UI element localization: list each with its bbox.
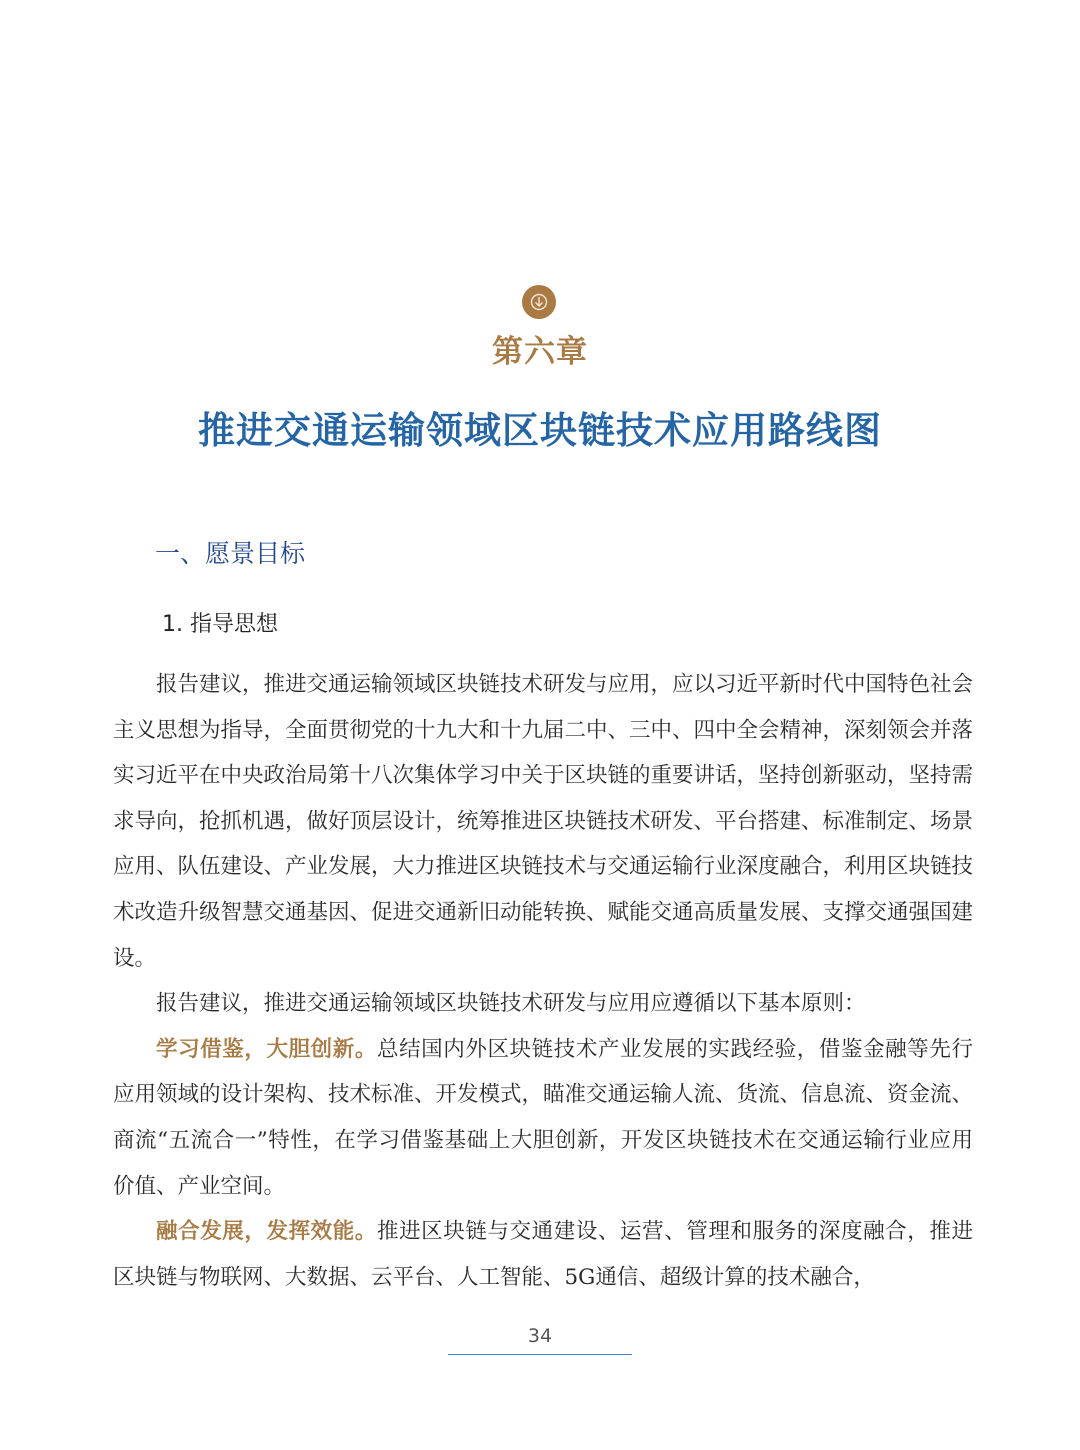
principle-lead: 融合发展，发挥效能。: [156, 1219, 377, 1245]
page-number: 34: [527, 1325, 553, 1347]
subsection-heading: 1. 指导思想: [162, 612, 278, 637]
principle-integrate-develop: [113, 1209, 973, 1300]
principle-lead: 学习借鉴，大胆创新。: [156, 1036, 377, 1062]
down-arrow-glyph: [529, 292, 549, 312]
principle-text: 推进区块链与交通建设、运营、管理和服务的深度融合，推进区块链与物联网、大数据、云平台、人工智能、5G通信、超级计算的技术融合，: [113, 1219, 973, 1290]
paragraph-principles-intro: 报告建议，推进交通运输领域区块链技术研发与应用应遵循以下基本原则：: [156, 991, 866, 1017]
section-heading: 一、愿景目标: [155, 539, 306, 568]
down-arrow-circle-icon: [522, 285, 556, 319]
footer-rule: [448, 1354, 632, 1355]
paragraph-guiding-ideology: 报告建议，推进交通运输领域区块链技术研发与应用，应以习近平新时代中国特色社会主义思想为指导，全面贯彻党的十九大和十九届二中、三中、四中全会精神，深刻领会并落实习近平在中央政治局第十八次集体学习中关于区块链的重要讲话，坚持创新驱动，坚持需求导向，抢抓机遇，做好顶层设计，统筹推进区块链技术研发、平台搭建、标准制定、场景应用、队伍建设、产业发展，大力推进区块链技术与交通运输行业深度融合，利用区块链技术改造升级智慧交通基因、促进交通新旧动能转换、赋能交通高质量发展、支撑交通强国建设。: [113, 672, 974, 971]
chapter-label: 第六章: [492, 334, 588, 370]
chapter-title: 推进交通运输领域区块链技术应用路线图: [198, 409, 882, 452]
principle-text: 总结国内外区块链技术产业发展的实践经验，借鉴金融等先行应用领域的设计架构、技术标准、开发模式，瞄准交通运输人流、货流、信息流、资金流、商流“五流合一”特性，在学习借鉴基础上大胆创新，开发区块链技术在交通运输行业应用价值、产业空间。: [113, 1036, 974, 1199]
body-text: [113, 662, 973, 1300]
principle-learn-innovate: [113, 1027, 973, 1209]
